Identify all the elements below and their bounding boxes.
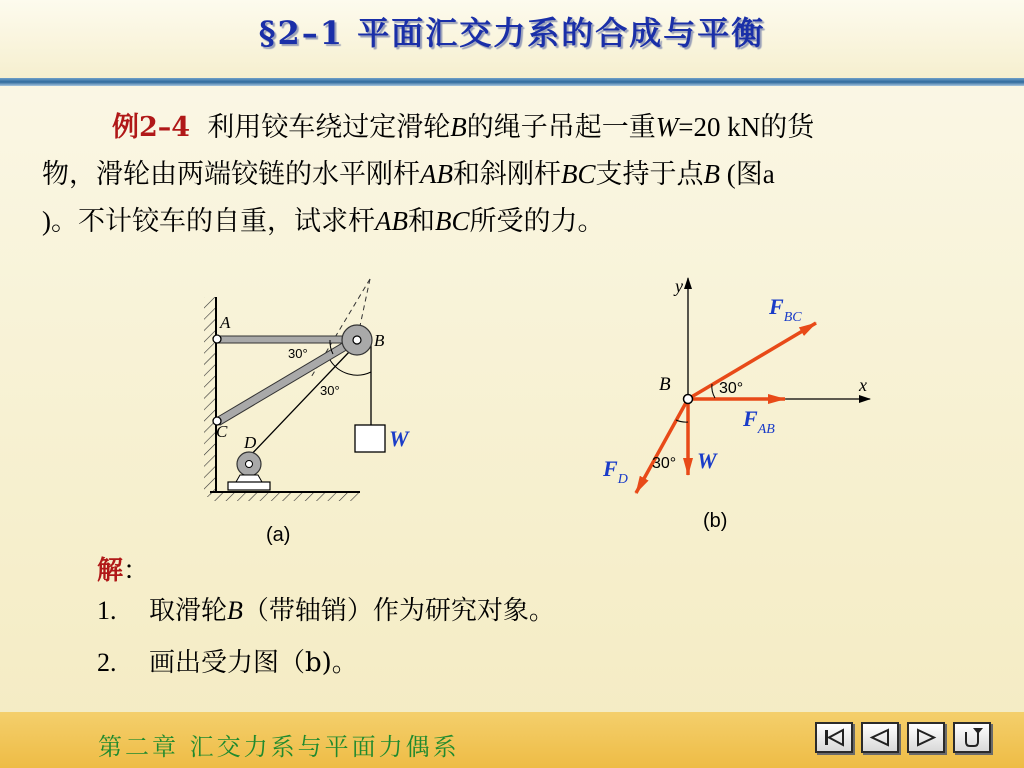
winch-pin <box>246 461 253 468</box>
rope-to-winch <box>247 351 350 459</box>
problem-statement <box>42 104 992 245</box>
fbc-label: $F_{BC}$ <box>769 294 802 325</box>
fb-angle-label-1: 30° <box>719 380 744 397</box>
label-c: C <box>216 422 228 441</box>
figure-b <box>595 270 885 540</box>
fb-angle-arc-1 <box>712 384 715 398</box>
problem-line-3: )。不计铰车的自重，试求杆AB和BC所受的力。 <box>42 206 605 237</box>
fd-label: $F_D$ <box>603 456 628 487</box>
return-button[interactable] <box>953 722 991 753</box>
weight-box <box>355 425 385 452</box>
point-b-label: B <box>659 374 671 395</box>
problem-line-1: 例2–4 利用铰车绕过定滑轮B的绳子吊起一重W=20 kN的货 <box>112 112 815 143</box>
previous-page-button[interactable] <box>861 722 899 753</box>
w-label: W <box>697 448 717 473</box>
figure-b-caption: (b) <box>703 510 728 532</box>
problem-line-2: 物，滑轮由两端铰链的水平刚杆AB和斜刚杆BC支持于点B (图a <box>42 159 775 190</box>
slide-title: §2–1 平面汇交力系的合成与平衡 <box>258 14 766 52</box>
winch-support <box>236 475 262 482</box>
label-d: D <box>244 433 257 452</box>
next-page-button[interactable] <box>907 722 945 753</box>
solution-step-2: 2. 画出受力图（b)。 <box>97 648 358 678</box>
wall-hatch <box>204 297 216 497</box>
previous-page-icon <box>863 724 897 751</box>
force-fbc-arrow <box>688 323 816 399</box>
pin-a <box>213 335 221 343</box>
chapter-title: 第二章 汇交力系与平面力偶系 <box>98 733 460 761</box>
figure-a-caption: (a) <box>266 524 291 546</box>
weight-label: W <box>389 426 409 451</box>
angle-arc-2 <box>330 360 371 375</box>
winch-base <box>228 482 270 490</box>
first-page-button[interactable] <box>815 722 853 753</box>
angle-label-1: 30° <box>288 346 308 361</box>
return-icon <box>955 724 989 751</box>
footer-bar <box>0 712 1024 768</box>
example-label: 例2–4 <box>112 112 191 143</box>
fab-label: $F_{AB}$ <box>743 406 775 437</box>
title-divider <box>0 78 1024 86</box>
angle-label-2: 30° <box>320 383 340 398</box>
axis-x-label: x <box>859 375 867 395</box>
pulley-pin <box>353 336 361 344</box>
bar-ab <box>216 336 356 343</box>
solution-step-1: 1. 取滑轮B（带轴销）作为研究对象。 <box>97 596 555 626</box>
axis-y-label: y <box>675 276 683 296</box>
title-bar <box>0 0 1024 78</box>
next-page-icon <box>909 724 943 751</box>
label-b: B <box>374 331 385 350</box>
figure-a <box>190 265 409 550</box>
label-a: A <box>220 313 231 332</box>
fb-angle-label-2: 30° <box>652 455 677 472</box>
solution-header: 解： <box>97 556 150 586</box>
fb-angle-arc-2 <box>676 420 688 422</box>
solution-label: 解 <box>97 556 124 586</box>
point-b <box>684 395 693 404</box>
force-fd-arrow <box>636 399 688 493</box>
first-page-icon <box>817 724 851 751</box>
